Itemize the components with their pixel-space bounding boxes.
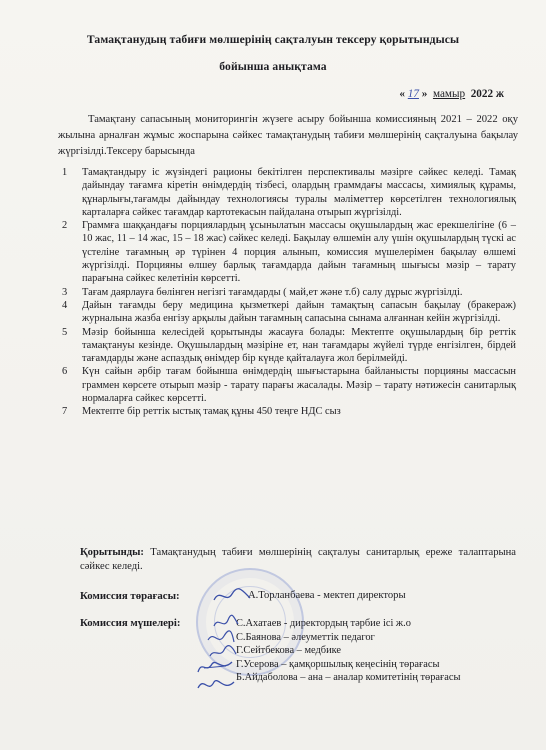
member-entry: С.Ахатаев - директордың тәрбие ісі ж.о xyxy=(236,618,411,629)
item-text: Мәзір бойынша келесідей қорытынды жасауға болады: Мектепте оқушылардың бір реттік тамақтануы кезінде. Оқушылардың мәзіріне ет, нан тағамдары жүйелі түрде енгізілген, бірдей тағамдарды және аспаздық өнімдер бір күнде қайталауға жол берілмейді. xyxy=(82,326,516,365)
item-text: Мектепте бір реттік ыстық тамақ құны 450 теңге НДС сыз xyxy=(82,406,341,418)
date-open-quote: « xyxy=(399,88,405,100)
list-item xyxy=(62,166,516,219)
item-text: Дайын тағамды беру медицина қызметкері дайын тамақтың сапасын бақылау (бракераж) журналына жазба енгізу арқылы дайын тағамның сапасына сынама алғаннан кейін жүргізілді. xyxy=(82,299,516,325)
list-item xyxy=(62,286,516,299)
list-item xyxy=(62,405,516,418)
conclusion-text: Тамақтанудың табиғи мөлшерінің сақталуы санитарлық ереже талаптарына сәйкес келеді. xyxy=(80,547,516,572)
document-date xyxy=(399,88,504,100)
chair-signature xyxy=(212,586,252,606)
item-number: 5 xyxy=(62,326,68,338)
date-close-quote: » xyxy=(421,88,428,100)
document-subtitle: бойынша анықтама xyxy=(219,60,327,73)
list-item xyxy=(62,326,516,366)
member-entry: Г.Усерова – қамқоршылық кеңесінің төрағасы xyxy=(236,658,440,670)
item-number: 3 xyxy=(62,286,68,298)
conclusion-paragraph xyxy=(80,546,516,573)
date-month: мамыр xyxy=(432,88,466,100)
member-signature xyxy=(196,674,236,696)
item-text: Граммға шаққандағы порциялардың ұсынылатын массасы оқушылардың жас ерекшелігіне (6 – 10 жас, 11 – 14 жас, 15 – 18 жас) сәйкес келеді. Бақылау өлшемін алу үшін оқушылардың түскі ас үстеліне тағамның әр түрінен 4 порция алынып, комиссия мүшелерімен бақылау өлшемі жүргізілді. Порцияны өлшеу барлық тағамдарда дайын тағамның шығысы мәзір – тарату парағына сәйкес келетінін көрсетті. xyxy=(82,220,516,285)
member-entry: С.Баянова – әлеуметтік педагог xyxy=(236,631,375,643)
intro-paragraph: Тамақтану сапасының мониторингін жүзеге асыру бойынша комиссияның 2021 – 2022 оқу жылына арналған жұмыс жоспарына сәйкес тамақтанудың табиғи мөлшерінің сақталуына бақылау жүргізілді.Тексеру барысында xyxy=(58,114,518,157)
chair-name: А.Торланбаева - мектеп директоры xyxy=(248,590,406,601)
list-item xyxy=(62,299,516,326)
list-item xyxy=(62,365,516,405)
date-year: 2022 ж xyxy=(470,88,504,100)
item-number: 1 xyxy=(62,167,68,178)
item-number: 4 xyxy=(62,299,68,311)
item-text: Тамақтандыру іс жүзіндегі рационы бекітілген перспективалы мәзірге сәйкес келеді. Тамақ дайындау тағамға кіретін өнімдердің тізбесі, олардың граммдағы массасы, химиялық құрамы, құнарлығы,тағамды дайындау технологиясы туралы мәліметтер көрсетілген технологиялық карталарға сәйкес тағамдар картотекасын пайдалана отырып жүргізілді. xyxy=(82,167,516,218)
date-day: 17 xyxy=(407,88,419,100)
chair-label xyxy=(80,590,180,602)
item-text: Күн сайын әрбір тағам бойынша өнімдердің шығыстарына байланысты порцияны массасын граммен көрсете отырып мәзір - тарату парағы жасалады. Мәзір – тарату нәтижесін санитарлық нормаларға сәйкес көрсетті. xyxy=(82,366,516,405)
document-title: Тамақтанудың табиғи мөлшерінің сақталуын тексеру қорытындысы xyxy=(86,33,460,46)
conclusion-label: Қорытынды: xyxy=(80,547,144,558)
item-number: 7 xyxy=(62,406,68,418)
members-list xyxy=(236,617,461,685)
item-text: Тағам даярлауға бөлінген негізгі тағамдарды ( май,ет және т.б) салу дұрыс жүргізілді. xyxy=(82,286,463,298)
findings-list xyxy=(62,166,516,419)
chair-label-text: Комиссия төрағасы: xyxy=(80,590,180,602)
item-number: 6 xyxy=(62,366,68,378)
list-item xyxy=(62,219,516,285)
members-label: Комиссия мүшелері: xyxy=(80,617,181,629)
member-entry: Б.Айдаболова – ана – аналар комитетінің төрағасы xyxy=(236,672,461,684)
item-number: 2 xyxy=(62,220,68,232)
member-entry: Г.Сейтбекова – медбике xyxy=(236,645,342,657)
